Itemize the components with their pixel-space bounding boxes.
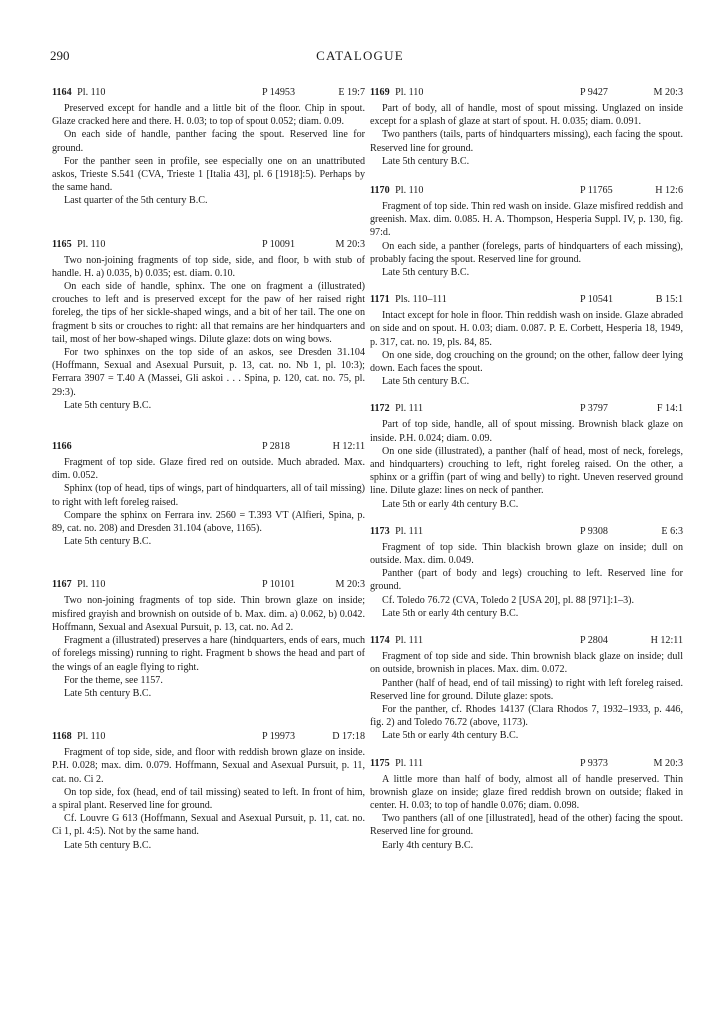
entry-heading bbox=[52, 238, 365, 252]
plate-reference: Pl. 110 bbox=[77, 731, 106, 743]
entry-paragraph: Panther (half of head, end of tail missing) to right with left foreleg raised. Reserved line for ground. Dilute glaze: spots. bbox=[370, 677, 683, 702]
entry-paragraph: Two panthers (all of one [illustrated], head of the other) facing the spout. Reserved line for ground. bbox=[370, 813, 683, 838]
entry-paragraph: On one side, dog crouching on the ground; on the other, fallow deer lying down. Each faces the spout. bbox=[370, 349, 683, 375]
entry-date: Late 5th or early 4th century B.C. bbox=[382, 730, 519, 742]
entry-date: Early 4th century B.C. bbox=[382, 839, 474, 851]
inventory-number: P 10101 bbox=[262, 579, 295, 591]
entry-paragraph: Fragment of top side. Thin blackish brown glaze on inside; dull on outside. Max. dim. 0.049. bbox=[370, 541, 683, 567]
page-header bbox=[50, 48, 670, 68]
entry-paragraph: On each side of handle, panther facing the spout. Reserved line for ground. bbox=[52, 129, 365, 154]
entry-heading bbox=[370, 525, 683, 539]
entry-number: 1171 bbox=[370, 294, 390, 306]
entry-heading bbox=[370, 293, 683, 307]
deposit-location: H 12:6 bbox=[655, 185, 683, 197]
entry-paragraph: For two sphinxes on the top side of an askos, see Dresden 31.104 (Hoffmann, Sexual and Asexual Pursuit, p. 13, cat. no. Nb 1, pl. 10:3); Ferrara 3907 = T.40 A (Massei, Gli askoi . . . Spina, p. 120, cat. no. 75, pl. 29:3). bbox=[52, 347, 365, 398]
catalog-entry-1168 bbox=[52, 730, 365, 852]
inventory-number: P 9373 bbox=[580, 757, 608, 769]
inventory-number: P 9427 bbox=[580, 87, 608, 98]
deposit-location: H 12:11 bbox=[650, 635, 683, 647]
plate-reference: Pl. 110 bbox=[77, 238, 106, 250]
catalog-entry-1169 bbox=[370, 86, 683, 168]
catalog-entry-1173 bbox=[370, 525, 683, 620]
plate-reference: Pl. 110 bbox=[77, 87, 106, 98]
entry-spacer bbox=[370, 168, 683, 184]
right-column bbox=[370, 86, 683, 852]
entry-date: Late 5th or early 4th century B.C. bbox=[382, 498, 519, 510]
catalog-entry-1174 bbox=[370, 634, 683, 742]
entry-spacer bbox=[52, 412, 365, 440]
inventory-number: P 14953 bbox=[262, 87, 295, 98]
entry-spacer bbox=[370, 388, 683, 402]
entry-paragraph: Fragment of top side and side. Thin brownish black glaze on inside; dull on outside, brownish in places. Max. dim. 0.072. bbox=[370, 651, 683, 676]
entry-paragraph: Compare the sphinx on Ferrara inv. 2560 = T.393 VT (Alfieri, Spina, p. 89, cat. no. 208) and Dresden 31.104 (above, 1165). bbox=[52, 509, 365, 535]
entry-number: 1168 bbox=[52, 731, 72, 743]
entry-spacer bbox=[52, 208, 365, 238]
inventory-number: P 19973 bbox=[262, 731, 295, 743]
entry-paragraph: Intact except for hole in floor. Thin reddish wash on inside. Glaze abraded on side and on spout. H. 0.03; diam. 0.087. P. E. Corbett, Hesperia 18, 1949, p. 317, cat. no. 19, pls. 84, 85. bbox=[370, 310, 683, 348]
entry-number: 1169 bbox=[370, 87, 390, 98]
inventory-number: P 10091 bbox=[262, 238, 295, 250]
entry-date: Late 5th century B.C. bbox=[382, 155, 470, 167]
plate-reference: Pl. 111 bbox=[395, 757, 424, 769]
entry-paragraph: On each side of handle, sphinx. The one on fragment a (illustrated) crouches to left and is preserved except for the paw of her raised right foreleg, the tips of her sickle-shaped wings, and a bit of her tail. The one on fragment b sits or crouches to right: all that remains are her hindquarters and tail, most of her bow-shaped wings. Dilute glaze: dots on wing bows. bbox=[52, 281, 365, 345]
inventory-number: P 2818 bbox=[262, 441, 290, 453]
entry-number: 1166 bbox=[52, 441, 72, 453]
catalog-entry-1172 bbox=[370, 402, 683, 510]
deposit-location: F 14:1 bbox=[656, 403, 683, 415]
entry-number: 1175 bbox=[370, 757, 390, 769]
entry-number: 1170 bbox=[370, 185, 390, 197]
entry-heading bbox=[370, 634, 683, 648]
entry-number: 1164 bbox=[52, 87, 72, 98]
plate-reference: Pl. 111 bbox=[395, 403, 424, 415]
entry-date: Last quarter of the 5th century B.C. bbox=[64, 195, 208, 207]
entry-date: Late 5th century B.C. bbox=[382, 376, 470, 388]
entry-spacer bbox=[370, 511, 683, 525]
entry-paragraph: Cf. Toledo 76.72 (CVA, Toledo 2 [USA 20], pl. 88 [971]:1–3). bbox=[382, 594, 635, 606]
entry-paragraph: Fragment of top side. Thin red wash on inside. Glaze misfired reddish and greenish. Max. dim. 0.085. H. A. Thompson, Hesperia Suppl. IV, p. 130, fig. 97:d. bbox=[370, 201, 683, 239]
entry-paragraph: On each side, a panther (forelegs, parts of hindquarters of each missing), probably facing the spout. Reserved line for ground. bbox=[370, 240, 683, 265]
catalog-entry-1166 bbox=[52, 440, 365, 548]
deposit-location: M 20:3 bbox=[335, 238, 365, 250]
left-column bbox=[52, 86, 365, 852]
deposit-location: M 20:3 bbox=[335, 579, 365, 591]
entry-spacer bbox=[52, 700, 365, 730]
inventory-number: P 9308 bbox=[580, 525, 608, 537]
deposit-location: B 15:1 bbox=[655, 294, 683, 306]
entry-paragraph: On one side (illustrated), a panther (half of head, most of neck, forelegs, and hindquarters) crouching to left, right foreleg raised. On the other, a sphinx or a griffin (part of wing and belly) to right. Uneven reserved ground line. Dilute glaze: lines on neck of panther. bbox=[370, 445, 683, 497]
entry-date: Late 5th or early 4th century B.C. bbox=[382, 607, 519, 619]
entry-paragraph: Part of top side, handle, all of spout missing. Brownish black glaze on inside. P.H. 0.024; diam. 0.09. bbox=[370, 419, 683, 444]
inventory-number: P 3797 bbox=[580, 403, 608, 415]
entry-date: Late 5th century B.C. bbox=[64, 536, 152, 548]
plate-reference: Pl. 110 bbox=[77, 579, 106, 591]
entry-paragraph: Cf. Louvre G 613 (Hoffmann, Sexual and Asexual Pursuit, p. 11, cat. no. Ci 1, pl. 4:5). Not by the same hand. bbox=[52, 813, 365, 838]
deposit-location: M 20:3 bbox=[653, 87, 683, 98]
entry-paragraph: Fragment of top side, side, and floor with reddish brown glaze on inside. P.H. 0.028; max. dim. 0.079. Hoffmann, Sexual and Asexual Pursuit, p. 11, cat. no. Ci 2. bbox=[52, 747, 365, 785]
entry-number: 1167 bbox=[52, 579, 72, 591]
catalog-entry-1165 bbox=[52, 238, 365, 412]
catalog-entry-1167 bbox=[52, 578, 365, 700]
entry-spacer bbox=[52, 548, 365, 578]
page-number: 290 bbox=[50, 48, 70, 63]
inventory-number: P 11765 bbox=[580, 185, 613, 197]
entry-paragraph: For the theme, see 1157. bbox=[64, 674, 163, 686]
catalog-entry-1170 bbox=[370, 184, 683, 279]
entry-heading bbox=[52, 86, 365, 100]
entry-heading bbox=[370, 184, 683, 198]
entry-paragraph: For the panther seen in profile, see especially one on an unattributed askos, Trieste S.541 (CVA, Trieste 1 [Italia 43], pl. 6 [1918]:5). Perhaps by the same hand. bbox=[52, 155, 365, 194]
entry-heading bbox=[370, 757, 683, 771]
plate-reference: Pl. 110 bbox=[395, 185, 424, 197]
entry-paragraph: Fragment a (illustrated) preserves a hare (hindquarters, ends of ears, much of forelegs missing) running to right. Fragment b shows the head and part of the wings of an eagle flying to right. bbox=[52, 635, 365, 673]
plate-reference: Pl. 110 bbox=[395, 87, 424, 98]
entry-heading bbox=[370, 86, 683, 100]
entry-paragraph: Preserved except for handle and a little bit of the floor. Chip in spout. Glaze cracked here and there. H. 0.03; to top of spout 0.052; diam. 0.09. bbox=[52, 103, 365, 128]
entry-date: Late 5th century B.C. bbox=[64, 839, 152, 851]
deposit-location: E 19:7 bbox=[338, 87, 365, 98]
deposit-location: M 20:3 bbox=[653, 757, 683, 769]
entry-spacer bbox=[370, 620, 683, 634]
entry-number: 1174 bbox=[370, 635, 390, 647]
deposit-location: H 12:11 bbox=[332, 441, 365, 453]
running-title: CATALOGUE bbox=[316, 48, 404, 63]
entry-heading bbox=[370, 402, 683, 416]
entry-date: Late 5th century B.C. bbox=[64, 687, 152, 699]
entry-paragraph: Fragment of top side. Glaze fired red on outside. Much abraded. Max. dim. 0.052. bbox=[52, 457, 365, 482]
plate-reference: Pl. 111 bbox=[395, 525, 424, 537]
entry-number: 1173 bbox=[370, 525, 390, 537]
entry-spacer bbox=[370, 279, 683, 293]
entry-paragraph: A little more than half of body, almost all of handle preserved. Thin brownish glaze on inside; glaze fired reddish brown on outside; flaked in center. H. 0.03; to top of handle 0.076; diam. 0.098. bbox=[370, 773, 683, 811]
entry-paragraph: For the panther, cf. Rhodes 14137 (Clara Rhodos 7, 1932–1933, p. 446, fig. 2) and Toledo 76.72 (above, 1173). bbox=[370, 703, 683, 729]
entry-paragraph: Two non-joining fragments of top side, side, and floor, b with stub of handle. H. a) 0.035, b) 0.035; est. diam. 0.10. bbox=[52, 254, 365, 279]
catalog-entry-1175 bbox=[370, 757, 683, 852]
entry-date: Late 5th century B.C. bbox=[64, 399, 152, 411]
entry-paragraph: Sphinx (top of head, tips of wings, part of hindquarters, all of tail missing) to right with left foreleg raised. bbox=[52, 483, 365, 508]
plate-reference: Pl. 111 bbox=[395, 635, 424, 647]
entry-number: 1165 bbox=[52, 238, 72, 250]
entry-paragraph: Panther (part of body and legs) crouching to left. Reserved line for ground. bbox=[370, 568, 683, 593]
entry-number: 1172 bbox=[370, 403, 390, 415]
inventory-number: P 10541 bbox=[580, 294, 613, 306]
entry-heading bbox=[52, 578, 365, 592]
catalog-entry-1164 bbox=[52, 86, 365, 208]
catalog-entry-1171 bbox=[370, 293, 683, 388]
entry-paragraph: Two non-joining fragments of top side. Thin brown glaze on inside; misfired grayish and brownish on outside of b. Max. dim. a) 0.062, b) 0.042. Hoffmann, Sexual and Asexual Pursuit, p. 13, cat. no. Ad 2. bbox=[52, 595, 365, 633]
entry-paragraph: On top side, fox (head, end of tail missing) seated to left. In front of him, a spiral plant. Reserved line for ground. bbox=[52, 786, 365, 811]
inventory-number: P 2804 bbox=[580, 635, 608, 647]
plate-reference: Pls. 110–111 bbox=[395, 294, 447, 306]
entry-heading bbox=[52, 440, 365, 454]
entry-date: Late 5th century B.C. bbox=[382, 267, 470, 279]
deposit-location: E 6:3 bbox=[661, 525, 683, 537]
entry-paragraph: Two panthers (tails, parts of hindquarters missing), each facing the spout. Reserved line for ground. bbox=[370, 129, 683, 154]
entry-paragraph: Part of body, all of handle, most of spout missing. Unglazed on inside except for a splash of glaze at start of spout. H. 0.035; diam. 0.091. bbox=[370, 103, 683, 128]
deposit-location: D 17:18 bbox=[332, 731, 365, 743]
entry-spacer bbox=[370, 743, 683, 757]
entry-heading bbox=[52, 730, 365, 744]
